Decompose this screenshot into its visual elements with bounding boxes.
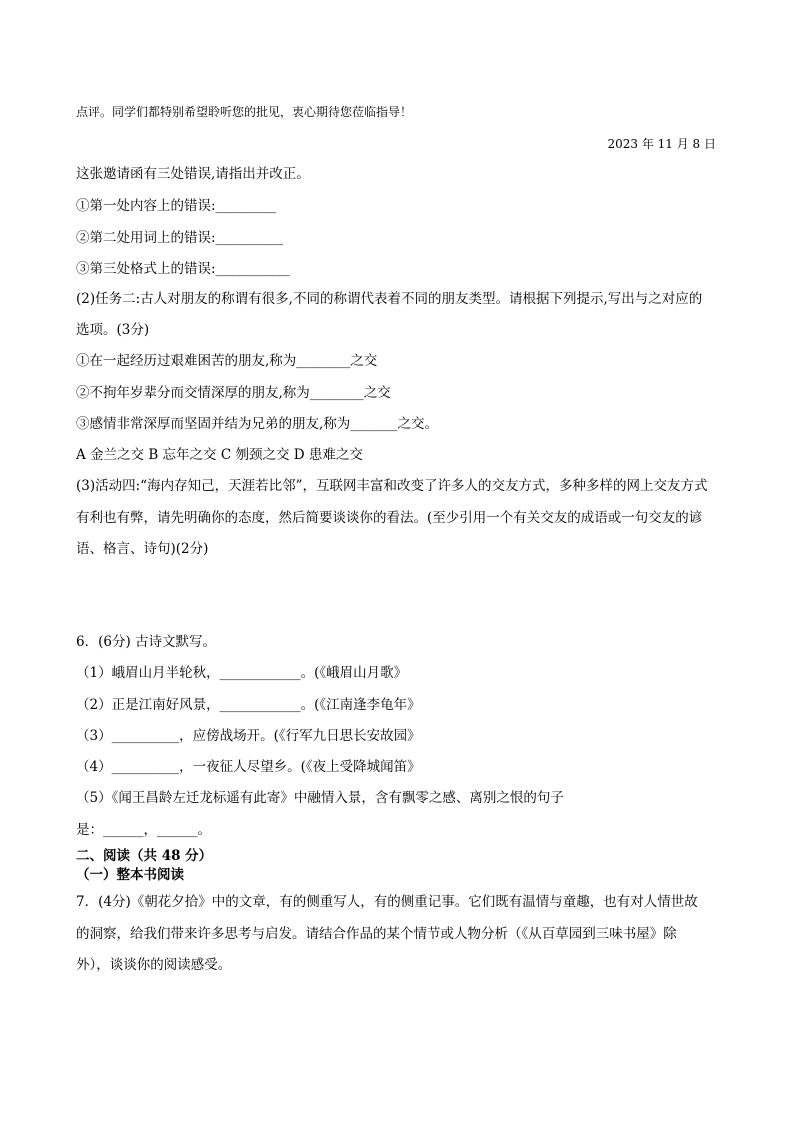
task2-options: A 金兰之交 B 忘年之交 C 刎颈之交 D 患难之交 [76,447,363,463]
q7-line-2: 的洞察，给我们带来许多思考与启发。请结合作品的某个情节或人物分析（《从百草园到三味书屋》除 [76,926,677,942]
task3-line-2: 有利也有弊，请先明确你的态度，然后简要谈谈你的看法。(至少引用一个有关交友的成语或一句交友的谚 [76,510,703,526]
task2-item-3: ③感情非常深厚而坚固并结为兄弟的朋友,称为_______之交。 [76,416,439,432]
task2-line-1: (2)任务二:古人对朋友的称谓有很多,不同的称谓代表着不同的朋友类型。请根据下列提示,写出与之对应的 [76,291,703,307]
poem-5-line-1: （5）《闻王昌龄左迁龙标遥有此寄》中融情入景，含有飘零之感、离别之恨的句子 [76,790,564,806]
task3-line-1: (3)活动四:“海内存知己，天涯若比邻”，互联网丰富和改变了许多人的交友方式，多种多样的网上交友方式 [76,478,708,494]
task3-line-3: 语、格言、诗句)(2分) [76,541,209,557]
letter-closing: 点评。同学们都特别希望聆听您的批见，衷心期待您莅临指导！ [76,105,413,119]
task2-item-2: ②不拘年岁辈分而交情深厚的朋友,称为________之交 [76,385,391,401]
task2-item-1: ①在一起经历过艰难困苦的朋友,称为________之交 [76,353,378,369]
section-2-title: 二、阅读（共 48 分） [76,848,213,864]
error-3: ③第三处格式上的错误:___________ [76,261,290,277]
error-1: ①第一处内容上的错误:_________ [76,198,277,214]
poem-4: （4）__________，一夜征人尽望乡。(《夜上受降城闻笛》 [76,759,421,775]
letter-date: 2023 年 11 月 8 日 [607,137,716,151]
task2-line-2: 选项。(3分) [76,322,150,338]
poem-2: （2）正是江南好风景，____________。(《江南逢李龟年》 [76,697,421,713]
q7-line-3: 外），谈谈你的阅读感受。 [76,957,232,973]
q7-line-1: 7．(4分)《朝花夕拾》中的文章，有的侧重写人，有的侧重记事。它们既有温情与童趣，也有对人情世故 [76,894,698,910]
q5-intro: 这张邀请函有三处错误,请指出并改正。 [76,166,310,182]
poem-1: （1）峨眉山月半轮秋，____________。(《峨眉山月歌》 [76,665,408,681]
q6-title: 6．(6分) 古诗文默写。 [76,634,217,650]
poem-5-line-2: 是：______，______。 [76,822,211,838]
section-2-subtitle: （一）整本书阅读 [76,867,184,883]
poem-3: （3）__________，应傍战场开。(《行军九日思长安故园》 [76,728,421,744]
error-2: ②第二处用词上的错误:__________ [76,230,284,246]
